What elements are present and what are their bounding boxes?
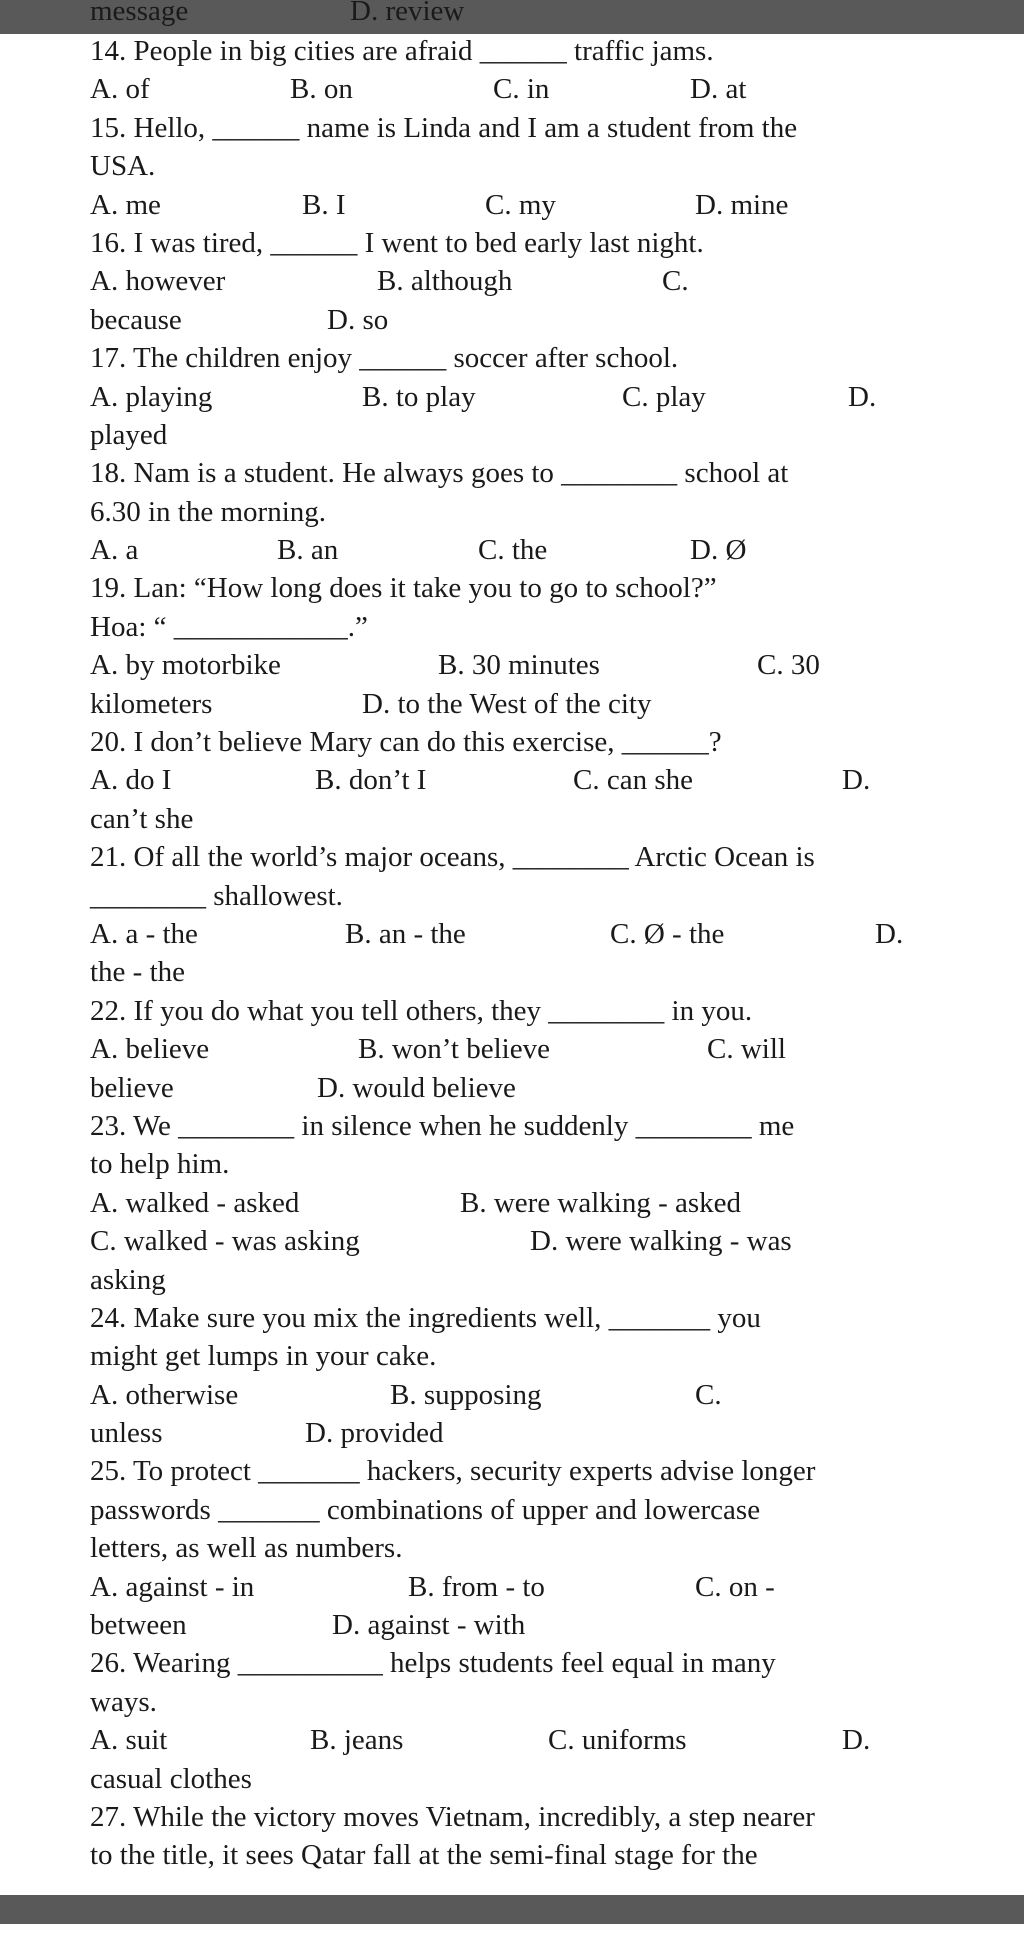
option-c: C.: [695, 1378, 722, 1411]
option-b: B. an: [277, 534, 339, 567]
option-c: C. the: [478, 534, 548, 567]
option-c: C. play: [622, 380, 706, 413]
question-15-options: [90, 186, 940, 224]
question-24-stem-2: might get lumps in your cake.: [90, 1340, 437, 1373]
option-d: D.: [842, 764, 871, 797]
option-c-cont: between: [90, 1609, 187, 1642]
option-d: D. would believe: [317, 1071, 516, 1104]
question-20-options-cont: [90, 800, 940, 838]
question-19-options: [90, 646, 940, 684]
option-c-cont: believe: [90, 1071, 174, 1104]
option-c-cont: unless: [90, 1417, 163, 1450]
option-d: D.: [875, 917, 904, 950]
option-c: C. in: [493, 73, 550, 106]
option-c: C. Ø - the: [610, 917, 725, 950]
question-18-stem-1: 18. Nam is a student. He always goes to ________ school at: [90, 457, 789, 490]
option-a: A. playing: [90, 380, 213, 413]
option-b: B. although: [377, 265, 513, 298]
option-c: C. will: [707, 1033, 786, 1066]
option-d: D. were walking - was: [530, 1225, 792, 1258]
question-25-stem-2: passwords _______ combinations of upper and lowercase: [90, 1493, 761, 1526]
option-a: A. me: [90, 188, 161, 221]
option-d-cont: casual clothes: [90, 1762, 252, 1795]
option-c: C. my: [485, 188, 556, 221]
option-b: B. won’t believe: [358, 1033, 550, 1066]
question-26-stem-2: ways.: [90, 1685, 157, 1718]
option-c: C. walked - was asking: [90, 1225, 360, 1258]
question-23-options-1: [90, 1184, 940, 1222]
option-c: C. on -: [695, 1570, 775, 1603]
question-15-stem-2: USA.: [90, 150, 156, 183]
question-16-options: [90, 262, 940, 300]
option-b: B. 30 minutes: [438, 649, 600, 682]
question-18-stem-2: 6.30 in the morning.: [90, 495, 327, 528]
question-21-options: [90, 915, 940, 953]
question-14-options: [90, 70, 940, 108]
option-c-cont: kilometers: [90, 687, 213, 720]
option-a: A. however: [90, 265, 226, 298]
question-21-stem-1: 21. Of all the world’s major oceans, ________ Arctic Ocean is: [90, 841, 815, 874]
question-22-options-cont: [90, 1069, 940, 1107]
question-21-stem-2: ________ shallowest.: [90, 879, 343, 912]
question-23-options-2: [90, 1222, 940, 1260]
cut-off-line: [90, 0, 940, 32]
question-23-options-cont: [90, 1261, 940, 1299]
option-b: B. from - to: [408, 1570, 545, 1603]
option-d-cont: played: [90, 418, 168, 451]
question-14-stem: 14. People in big cities are afraid ______ traffic jams.: [90, 35, 714, 67]
question-25-options: [90, 1568, 940, 1606]
question-27-stem-2: to the title, it sees Qatar fall at the semi-final stage for the: [90, 1839, 758, 1872]
question-21-options-cont: [90, 953, 940, 991]
cut-off-text-b: D. review: [350, 0, 465, 27]
question-26-stem-1: 26. Wearing __________ helps students feel equal in many: [90, 1647, 776, 1680]
option-a: A. a: [90, 534, 139, 567]
option-c: C.: [662, 265, 689, 298]
option-a: A. a - the: [90, 917, 198, 950]
option-a: A. against - in: [90, 1570, 255, 1603]
question-18-options: [90, 531, 940, 569]
option-d-cont: can’t she: [90, 802, 194, 835]
option-a: A. by motorbike: [90, 649, 281, 682]
question-22-options: [90, 1030, 940, 1068]
option-b: B. an - the: [345, 917, 466, 950]
option-b: B. to play: [362, 380, 476, 413]
question-22-stem: 22. If you do what you tell others, they ________ in you.: [90, 994, 753, 1027]
question-27-stem-1: 27. While the victory moves Vietnam, incredibly, a step nearer: [90, 1800, 815, 1833]
question-19-options-cont: [90, 685, 940, 723]
document-page: [90, 0, 940, 1875]
question-24-stem-1: 24. Make sure you mix the ingredients well, _______ you: [90, 1301, 761, 1334]
option-d: D. provided: [305, 1417, 444, 1450]
question-25-stem-1: 25. To protect _______ hackers, security experts advise longer: [90, 1455, 816, 1488]
option-a: A. believe: [90, 1033, 210, 1066]
option-a: A. otherwise: [90, 1378, 239, 1411]
question-19-stem-2: Hoa: “ ____________.”: [90, 610, 368, 643]
option-c: C. uniforms: [548, 1724, 687, 1757]
question-16-options-cont: [90, 301, 940, 339]
question-23-stem-1: 23. We ________ in silence when he suddenly ________ me: [90, 1109, 795, 1142]
option-d: D.: [848, 380, 877, 413]
option-b: B. were walking - asked: [460, 1186, 742, 1219]
question-24-options: [90, 1376, 940, 1414]
option-a: A. of: [90, 73, 150, 106]
option-c: C. 30: [757, 649, 820, 682]
question-23-stem-2: to help him.: [90, 1148, 230, 1181]
question-24-options-cont: [90, 1414, 940, 1452]
question-17-options-cont: [90, 416, 940, 454]
question-20-options: [90, 761, 940, 799]
question-25-stem-3: letters, as well as numbers.: [90, 1532, 403, 1565]
question-26-options-cont: [90, 1760, 940, 1798]
option-a: A. walked - asked: [90, 1186, 300, 1219]
question-16-stem: 16. I was tired, ______ I went to bed early last night.: [90, 226, 704, 259]
question-19-stem-1: 19. Lan: “How long does it take you to go to school?”: [90, 572, 717, 605]
bottom-bar: [0, 1895, 1024, 1924]
option-d: D. against - with: [332, 1609, 526, 1642]
option-c-cont: because: [90, 303, 182, 336]
option-b: B. supposing: [390, 1378, 542, 1411]
option-d: D.: [842, 1724, 871, 1757]
question-25-options-cont: [90, 1606, 940, 1644]
option-d: D. at: [690, 73, 747, 106]
question-15-stem-1: 15. Hello, ______ name is Linda and I am a student from the: [90, 111, 798, 144]
option-d-cont: the - the: [90, 956, 186, 989]
option-a: A. suit: [90, 1724, 168, 1757]
option-b: B. I: [302, 188, 346, 221]
question-17-stem: 17. The children enjoy ______ soccer after school.: [90, 342, 679, 375]
question-20-stem: 20. I don’t believe Mary can do this exercise, ______?: [90, 726, 722, 759]
question-26-options: [90, 1721, 940, 1759]
option-c: C. can she: [573, 764, 693, 797]
option-d: D. Ø: [690, 534, 747, 567]
option-d-cont: asking: [90, 1263, 166, 1296]
option-b: B. jeans: [310, 1724, 404, 1757]
option-b: B. don’t I: [315, 764, 427, 797]
option-d: D. to the West of the city: [362, 687, 652, 720]
option-d: D. so: [327, 303, 389, 336]
cut-off-text-a: message: [90, 0, 189, 27]
option-b: B. on: [290, 73, 353, 106]
option-d: D. mine: [695, 188, 789, 221]
question-17-options: [90, 378, 940, 416]
option-a: A. do I: [90, 764, 172, 797]
